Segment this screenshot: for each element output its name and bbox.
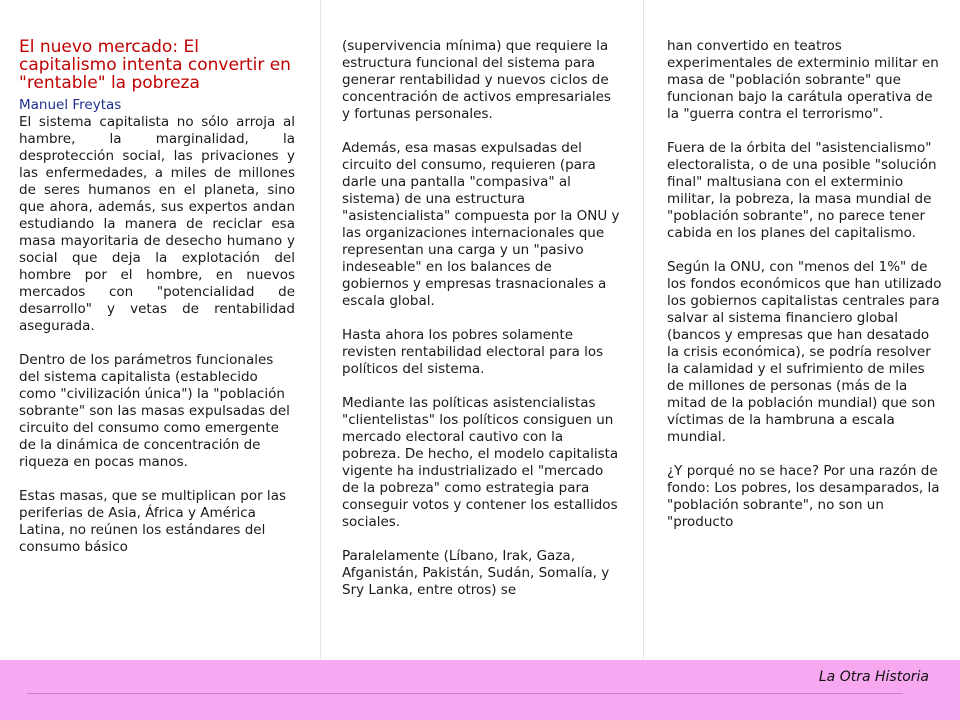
column-divider — [320, 0, 321, 660]
paragraph: han convertido en teatros experimentales de exterminio militar en masa de "población sobrante" que funcionan bajo la carátula operativa de la "guerra contra el terrorismo". — [667, 38, 939, 122]
article-author: Manuel Freytas — [19, 97, 122, 113]
paragraph: Mediante las políticas asistencialistas "clientelistas" los políticos consiguen un mercado electoral cautivo con la pobreza. De hecho, el modelo capitalista vigente ha industrializado el "mercado de la pobreza" como estrategia para conseguir votos y contener los estallidos sociales. — [342, 395, 619, 530]
column-2 — [342, 38, 622, 616]
paragraph: Hasta ahora los pobres solamente revisten rentabilidad electoral para los políticos del sistema. — [342, 327, 604, 377]
paragraph: (supervivencia mínima) que requiere la estructura funcional del sistema para generar rentabilidad y nuevos ciclos de concentración de activos empresariales y fortunas personales. — [342, 38, 611, 122]
article-title: El nuevo mercado: El capitalismo intenta convertir en "rentable" la pobreza — [19, 37, 291, 93]
paragraph: El sistema capitalista no sólo arroja al hambre, la marginalidad, la desprotección social, las privaciones y las enfermedades, a miles de millones de seres humanos en el planeta, sino que ahora, además, sus expertos andan estudiando la manera de reciclar esa masa mayoritaria de desecho humano y social que deja la explotación del hombre por el hombre, en nuevos mercados con "potencialidad de desarrollo" y vetas de rentabilidad asegurada. — [19, 114, 295, 334]
paragraph: ¿Y porqué no se hace? Por una razón de fondo: Los pobres, los desamparados, la "población sobrante", no son un "producto — [667, 463, 940, 530]
column-1 — [19, 38, 295, 573]
paragraph: Paralelamente (Líbano, Irak, Gaza, Afganistán, Pakistán, Sudán, Somalía, y Sry Lanka, entre otros) se — [342, 548, 610, 598]
column-3 — [667, 38, 945, 548]
footer-label: La Otra Historia — [818, 669, 929, 685]
column-divider — [643, 0, 644, 660]
footer-rule — [27, 693, 903, 694]
paragraph: Fuera de la órbita del "asistencialismo" electoralista, o de una posible "solución final" maltusiana con el exterminio militar, la pobreza, la masa mundial de "población sobrante", no parece tener cabida en los planes del capitalismo. — [667, 140, 937, 241]
paragraph: Además, esa masas expulsadas del circuito del consumo, requieren (para darle una pantalla "compasiva" al sistema) de una estructura "asistencialista" compuesta por la ONU y las organizaciones internacionales que representan una carga y un "pasivo indeseable" en los balances de gobiernos y empresas trasnacionales a escala global. — [342, 140, 620, 309]
paragraph: Estas masas, que se multiplican por las periferias de Asia, África y América Latina, no reúnen los estándares del consumo básico — [19, 488, 286, 555]
footer-bar — [0, 660, 960, 720]
paragraph: Según la ONU, con "menos del 1%" de los fondos económicos que han utilizado los gobiernos capitalistas centrales para salvar al sistema financiero global (bancos y empresas que han desatado la crisis económica), se podría resolver la calamidad y el sufrimiento de miles de millones de personas (más de la mitad de la población mundial) que son víctimas de la hambruna a escala mundial. — [667, 259, 942, 445]
paragraph: Dentro de los parámetros funcionales del sistema capitalista (establecido como "civilización única") la "población sobrante" son las masas expulsadas del circuito del consumo como emergente de la dinámica de concentración de riqueza en pocas manos. — [19, 352, 290, 470]
